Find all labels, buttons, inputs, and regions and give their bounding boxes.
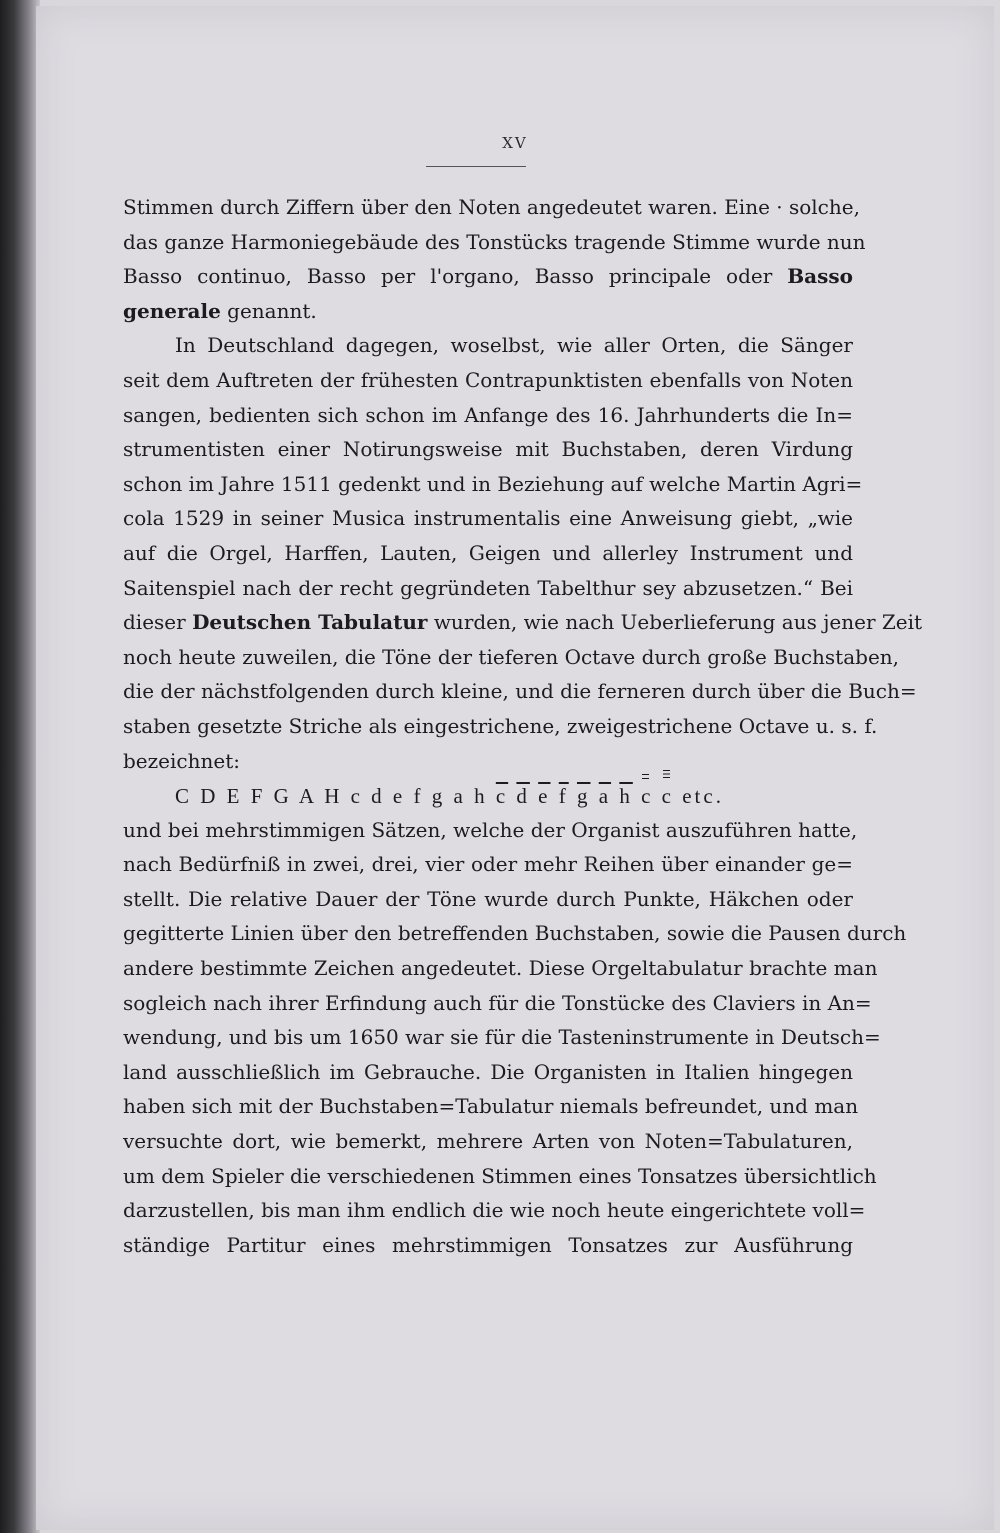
text-line: wendung, und bis um 1650 war sie für die Tasteninstrumente in Deutsch= — [123, 1025, 881, 1050]
book-binding-edge — [0, 0, 40, 1533]
text-line: die der nächstfolgenden durch kleine, und die ferneren durch über die Buch= — [123, 679, 917, 704]
one-line-letter: $\overline{e}$ — [538, 784, 551, 809]
text-line: strumentisten einer Notirungsweise mit Buchstaben, deren Virdung — [123, 437, 853, 462]
text-line — [123, 259, 853, 294]
text-line: sangen, bedienten sich schon im Anfange des 16. Jahrhunderts die In= — [123, 402, 853, 427]
text-run: genannt. — [227, 298, 317, 323]
two-line-letter: c — [641, 778, 653, 814]
text-line: haben sich mit der Buchstaben=Tabulatur niemals befreundet, und man — [123, 1094, 859, 1119]
text-run: dieser — [123, 610, 186, 635]
text-line: versuchte dort, wie bemerkt, mehrere Arten von Noten=Tabulaturen, — [123, 1129, 853, 1154]
text-line: auf die Orgel, Harffen, Lauten, Geigen und allerley Instrument und — [123, 540, 853, 565]
text-line: sogleich nach ihrer Erfindung auch für die Tonstücke des Claviers in An= — [123, 990, 872, 1015]
text-line: das ganze Harmoniegebäude des Tonstücks tragende Stimme wurde nun — [123, 229, 866, 254]
text-line: seit dem Auftreten der frühesten Contrapunktisten ebenfalls von Noten — [123, 367, 853, 392]
text-line: andere bestimmte Zeichen angedeutet. Diese Orgeltabulatur brachte man — [123, 956, 878, 981]
text-run: Basso continuo, Basso per l'organo, Basso principale oder — [123, 264, 773, 289]
text-line: staben gesetzte Striche als eingestrichene, zweigestrichene Octave u. s. f. — [123, 713, 878, 738]
body-text — [123, 190, 923, 1262]
text-line: und bei mehrstimmigen Sätzen, welche der Organist auszuführen hatte, — [123, 817, 858, 842]
text-line: Stimmen durch Ziffern über den Noten angedeutet waren. Eine · solche, — [123, 195, 860, 219]
text-line: ständige Partitur eines mehrstimmigen Tonsatzes zur Ausführung — [123, 1232, 853, 1257]
text-line: land ausschließlich im Gebrauche. Die Organisten in Italien hingegen — [123, 1059, 853, 1084]
text-line — [123, 605, 923, 640]
text-line: darzustellen, bis man ihm endlich die wie noch heute eingerichtete voll= — [123, 1198, 866, 1223]
text-line: um dem Spieler die verschiedenen Stimmen eines Tonsatzes übersichtlich — [123, 1163, 877, 1188]
three-line-letter: c — [662, 778, 674, 814]
note-letter-sequence — [123, 778, 853, 813]
one-line-letter: $\overline{d}$ — [516, 784, 530, 809]
text-line: noch heute zuweilen, die Töne der tieferen Octave durch große Buchstaben, — [123, 644, 900, 669]
text-line: stellt. Die relative Dauer der Töne wurde durch Punkte, Häkchen oder — [123, 886, 853, 911]
header-rule — [426, 166, 526, 167]
great-octave-letters: C D E F G A H — [175, 784, 343, 809]
text-run: wurden, wie nach Ueberlieferung aus jener Zeit — [433, 610, 923, 635]
text-line — [123, 294, 853, 329]
one-line-letter: $\overline{f}$ — [558, 784, 569, 809]
bold-term-generale: generale — [123, 298, 221, 323]
text-line: schon im Jahre 1511 gedenkt und in Beziehung auf welche Martin Agri= — [123, 471, 863, 496]
one-line-letter: $\overline{a}$ — [598, 784, 612, 809]
bold-term-basso: Basso — [787, 264, 853, 289]
paragraph-start: In Deutschland dagegen, woselbst, wie aller Orten, die Sänger — [175, 333, 853, 358]
text-line: bezeichnet: — [123, 748, 240, 773]
page-number: XV — [502, 134, 528, 152]
text-line: cola 1529 in seiner Musica instrumentalis eine Anweisung giebt, „wie — [123, 506, 853, 531]
text-line: gegitterte Linien über den betreffenden Buchstaben, sowie die Pausen durch — [123, 921, 907, 946]
text-line: nach Bedürfniß in zwei, drei, vier oder mehr Reihen über einander ge= — [123, 852, 853, 877]
book-page — [36, 6, 994, 1530]
text-line: Saitenspiel nach der recht gegründeten Tabelthur sey abzusetzen.“ Bei — [123, 575, 853, 600]
small-octave-letters: c d e f g a h — [350, 784, 488, 809]
one-line-letter: $\overline{h}$ — [619, 784, 633, 809]
one-line-letter: $\overline{c}$ — [495, 784, 509, 809]
etc-label: etc. — [682, 784, 724, 809]
one-line-letter: $\overline{g}$ — [576, 784, 591, 809]
bold-term-tabulatur: Deutschen Tabulatur — [192, 610, 428, 635]
